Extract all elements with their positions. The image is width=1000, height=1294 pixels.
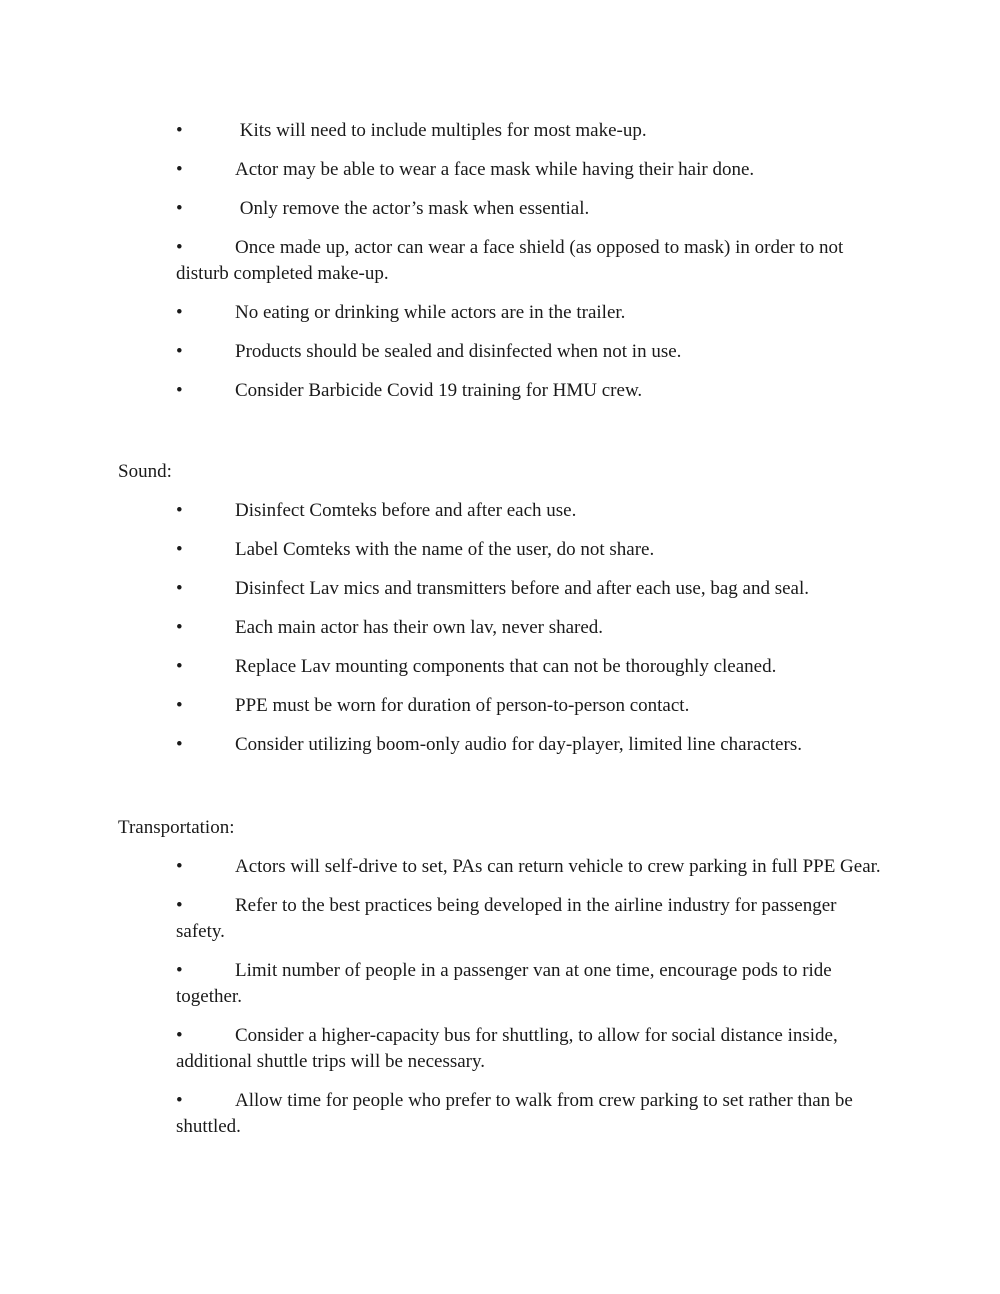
list-item bbox=[176, 157, 886, 183]
list-item-text: Kits will need to include multiples for most make-up. bbox=[235, 120, 647, 141]
bullet: • bbox=[176, 734, 183, 755]
bullet: • bbox=[176, 500, 183, 521]
list-item bbox=[176, 732, 886, 758]
bullet: • bbox=[176, 341, 183, 362]
bullet: • bbox=[176, 960, 183, 981]
list-item bbox=[176, 1023, 886, 1075]
list-item-text: Products should be sealed and disinfected when not in use. bbox=[235, 341, 682, 362]
bullet: • bbox=[176, 895, 183, 916]
list-item bbox=[176, 1088, 886, 1140]
list-item-text: Allow time for people who prefer to walk from crew parking to set rather than be shuttled. bbox=[176, 1090, 853, 1137]
list-item bbox=[176, 118, 886, 144]
list-item bbox=[176, 300, 886, 326]
bullet: • bbox=[176, 1025, 183, 1046]
list-item bbox=[176, 537, 886, 563]
list-item-text: Actors will self-drive to set, PAs can return vehicle to crew parking in full PPE Gear. bbox=[235, 856, 881, 877]
bullet: • bbox=[176, 578, 183, 599]
bullet: • bbox=[176, 856, 183, 877]
list-item bbox=[176, 615, 886, 641]
list-item-text: Label Comteks with the name of the user, do not share. bbox=[235, 539, 655, 560]
list-item bbox=[176, 893, 886, 945]
list-item-text: Consider utilizing boom-only audio for day-player, limited line characters. bbox=[235, 734, 802, 755]
bullet: • bbox=[176, 380, 183, 401]
bullet: • bbox=[176, 237, 183, 258]
list-item-text: Disinfect Lav mics and transmitters before and after each use, bag and seal. bbox=[235, 578, 809, 599]
bullet: • bbox=[176, 539, 183, 560]
list-item-text: Once made up, actor can wear a face shield (as opposed to mask) in order to not disturb completed make-up. bbox=[176, 237, 844, 284]
bullet: • bbox=[176, 120, 183, 141]
transportation-heading: Transportation: bbox=[118, 817, 235, 838]
list-item bbox=[176, 958, 886, 1010]
list-item-text: Actor may be able to wear a face mask while having their hair done. bbox=[235, 159, 755, 180]
list-item bbox=[176, 235, 886, 287]
bullet: • bbox=[176, 617, 183, 638]
bullet: • bbox=[176, 1090, 183, 1111]
list-item-text: Each main actor has their own lav, never shared. bbox=[235, 617, 604, 638]
transportation-list bbox=[176, 854, 886, 1153]
list-item bbox=[176, 378, 886, 404]
list-item bbox=[176, 339, 886, 365]
bullet: • bbox=[176, 695, 183, 716]
list-item-text: Only remove the actor’s mask when essential. bbox=[235, 198, 590, 219]
list-item-text: PPE must be worn for duration of person-to-person contact. bbox=[235, 695, 690, 716]
bullet: • bbox=[176, 198, 183, 219]
list-item-text: Replace Lav mounting components that can not be thoroughly cleaned. bbox=[235, 656, 777, 677]
bullet: • bbox=[176, 159, 183, 180]
list-item bbox=[176, 854, 886, 880]
list-item-text: Refer to the best practices being developed in the airline industry for passenger safety. bbox=[176, 895, 837, 942]
list-item bbox=[176, 693, 886, 719]
list-item-text: Disinfect Comteks before and after each use. bbox=[235, 500, 577, 521]
list-item-text: Consider Barbicide Covid 19 training for HMU crew. bbox=[235, 380, 643, 401]
sound-list bbox=[176, 498, 886, 771]
hmu-list bbox=[176, 118, 886, 417]
list-item bbox=[176, 196, 886, 222]
list-item bbox=[176, 576, 886, 602]
list-item-text: No eating or drinking while actors are in the trailer. bbox=[235, 302, 626, 323]
bullet: • bbox=[176, 656, 183, 677]
list-item bbox=[176, 498, 886, 524]
list-item-text: Consider a higher-capacity bus for shuttling, to allow for social distance inside, additional shuttle trips will be necessary. bbox=[176, 1025, 838, 1072]
list-item bbox=[176, 654, 886, 680]
bullet: • bbox=[176, 302, 183, 323]
sound-heading: Sound: bbox=[118, 461, 172, 482]
list-item-text: Limit number of people in a passenger van at one time, encourage pods to ride together. bbox=[176, 960, 832, 1007]
